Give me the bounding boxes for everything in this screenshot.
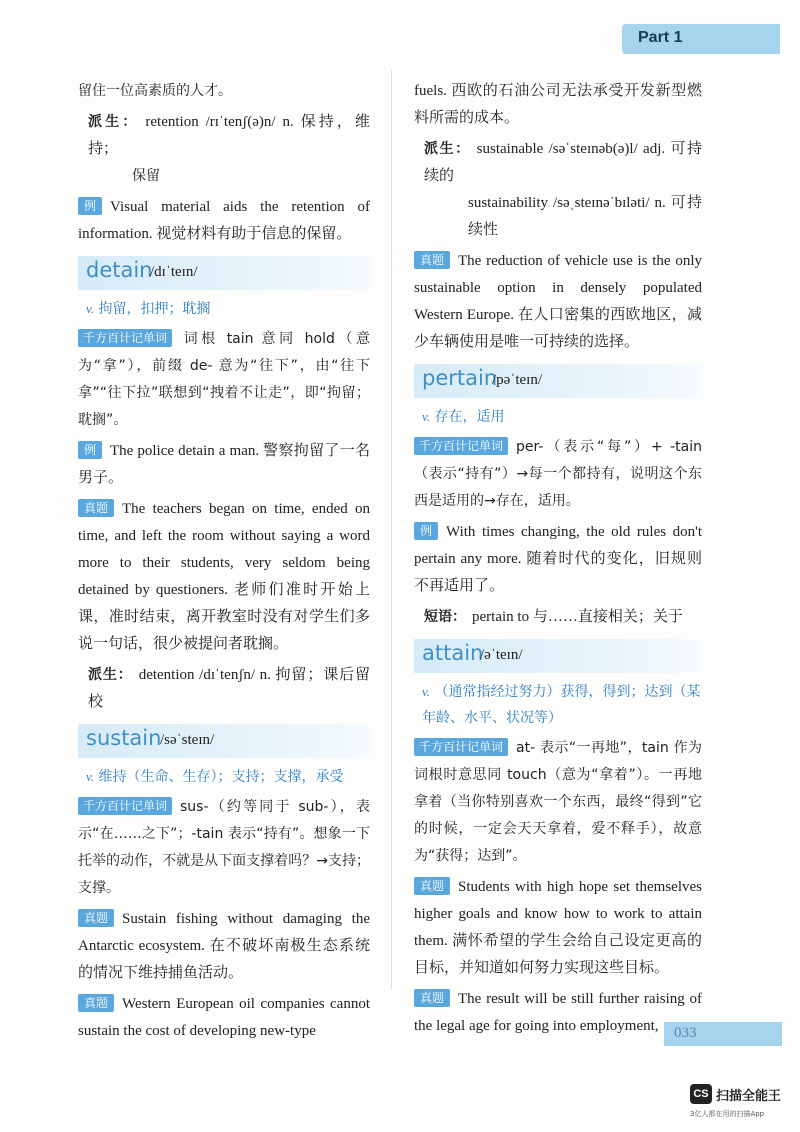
- continued-text: fuels. 西欧的石油公司无法承受开发新型燃料所需的成本。: [414, 83, 702, 126]
- headword-ipa: /səˈsteɪn/: [160, 732, 215, 748]
- memory-text: sus-（约等同于 sub-），表示“在……之下”；-tain 表示“持有”。想象一下托举的动作，不就是从下面支撑着吗？→支持；支撑。: [78, 799, 370, 896]
- memory-tag: 千方百计记单词: [414, 738, 508, 756]
- sustain-exam-1: [78, 906, 370, 987]
- memory-text: 词根 tain 意同 hold（意为“拿”），前缀 de- 意为“往下”，由“往下拿”“往下拉”联想到“拽着不让走”，即“拘留；耽搁”。: [78, 331, 370, 428]
- pertain-phrase: [414, 604, 702, 631]
- pertain-meaning: [414, 404, 702, 430]
- phrase-text: pertain to 与……直接相关；关于: [472, 609, 683, 625]
- detain-memory: [78, 326, 370, 434]
- meaning-text: 存在，适用: [434, 409, 505, 425]
- memory-text: per-（表示“每”）+ -tain（表示“持有”）→每一个都持有，说明这个东西是适用的→存在，适用。: [414, 439, 702, 509]
- meaning-text: 维持（生命、生存）；支持；支撑，承受: [98, 769, 344, 785]
- headword-text: sustain: [86, 726, 162, 750]
- retention-example-text: Visual material aids the retention of information. 视觉材料有助于信息的保留。: [78, 199, 370, 242]
- exam-tag: 真题: [78, 994, 114, 1012]
- sustain-derivative-1: [414, 136, 702, 190]
- pertain-memory: [414, 434, 702, 515]
- memory-tag: 千方百计记单词: [78, 797, 172, 815]
- attain-exam-2: [414, 986, 702, 1040]
- page-number: 033: [674, 1025, 697, 1041]
- phrase-label: 短语：: [424, 609, 466, 625]
- headword-sustain: [78, 724, 370, 758]
- sustain-meaning: [78, 764, 370, 790]
- camscanner-logo-icon: CS: [690, 1084, 712, 1104]
- pos-label: v.: [422, 684, 431, 699]
- sustain-exam-3: [414, 248, 702, 356]
- derivative-label: 派生：: [88, 667, 133, 683]
- pos-label: v.: [86, 769, 95, 784]
- pos-label: v.: [86, 301, 95, 316]
- memory-text: at- 表示“一再地”，tain 作为词根时意思同 touch（意为“拿着”）。一再地拿着（当你特别喜欢一个东西，最终“得到”它的时候，一定会天天拿着，爱不释手），故意为“获得；达到”。: [414, 740, 702, 864]
- exam-tag: 真题: [414, 251, 450, 269]
- exam-text: The result will be still further raising of the legal age for going into employment,: [414, 991, 702, 1034]
- attain-meaning: [414, 679, 702, 731]
- exam-tag: 真题: [78, 909, 114, 927]
- pos-label: v.: [422, 409, 431, 424]
- exam-text: Sustain fishing without damaging the Antarctic ecosystem. 在不破坏南极生态系统的情况下维持捕鱼活动。: [78, 911, 370, 981]
- headword-text: pertain: [422, 366, 498, 390]
- derivative-label: 派生：: [88, 114, 140, 130]
- example-text: With times changing, the old rules don't pertain any more. 随着时代的变化，旧规则不再适用了。: [414, 524, 702, 594]
- part-tab: [622, 24, 780, 54]
- retention-derivative-cont: 保留: [132, 168, 160, 184]
- derivative-text: detention /dɪˈtenʃn/ n. 拘留；课后留校: [88, 667, 371, 710]
- attain-exam-1: [414, 874, 702, 982]
- sustain-derivative-2: sustainability /səˌsteɪnəˈbɪləti/ n. 可持续性: [468, 195, 702, 238]
- column-divider: [391, 70, 392, 990]
- headword-ipa: /dɪˈteɪn/: [150, 264, 198, 280]
- retention-example: [78, 194, 370, 248]
- example-tag: 例: [414, 522, 438, 540]
- exam-text: Western European oil companies cannot sustain the cost of developing new-type: [78, 996, 370, 1039]
- part-label: Part 1: [638, 29, 683, 46]
- exam-text: Students with high hope set themselves higher goals and know how to work to attain them. 满怀希望的学生会给自己设定更高的目标，并知道如何努力实现这些目标。: [414, 879, 702, 976]
- headword-attain: [414, 639, 702, 673]
- sustain-memory: [78, 794, 370, 902]
- example-text: The police detain a man. 警察拘留了一名男子。: [78, 443, 370, 486]
- exam-tag: 真题: [414, 989, 450, 1007]
- exam-text: The reduction of vehicle use is the only sustainable option in densely populated Western Europe. 在人口密集的西欧地区，减少车辆使用是唯一可持续的选择。: [414, 253, 702, 350]
- detain-derivative: [78, 662, 370, 716]
- meaning-text: 拘留，扣押；耽搁: [98, 301, 211, 317]
- memory-tag: 千方百计记单词: [78, 329, 172, 347]
- detain-meaning: [78, 296, 370, 322]
- headword-ipa: /əˈteɪn/: [480, 647, 523, 663]
- example-tag: 例: [78, 197, 102, 215]
- detain-exam: [78, 496, 370, 658]
- headword-text: attain: [422, 641, 484, 665]
- exam-tag: 真题: [78, 499, 114, 517]
- watermark-name: 扫描全能王: [716, 1089, 782, 1104]
- exam-text: The teachers began on time, ended on time, and left the room without saying a word more to their students, very seldom being detained by questioners. 老师们准时开始上课，准时结束，离开教室时没有对学生们多说一句话，很少被提问者耽搁。: [78, 501, 370, 652]
- headword-ipa: /pəˈteɪn/: [492, 372, 542, 388]
- example-tag: 例: [78, 441, 102, 459]
- derivative-text: sustainable /səˈsteɪnəb(ə)l/ adj. 可持续的: [424, 141, 702, 184]
- sustain-exam-2: [78, 991, 370, 1045]
- exam-tag: 真题: [414, 877, 450, 895]
- right-column: [414, 78, 702, 1040]
- retention-derivative: [78, 109, 370, 163]
- headword-detain: [78, 256, 370, 290]
- pertain-example: [414, 519, 702, 600]
- retention-text: retention /rɪˈtenʃ(ə)n/ n. 保持，维持；: [88, 114, 370, 157]
- derivative-label: 派生：: [424, 141, 471, 157]
- headword-pertain: [414, 364, 702, 398]
- attain-memory: [414, 735, 702, 870]
- meaning-text: （通常指经过努力）获得，得到；达到（某年龄、水平、状况等）: [422, 684, 701, 726]
- left-column: [78, 78, 370, 1045]
- memory-tag: 千方百计记单词: [414, 437, 508, 455]
- page-number-tab: [664, 1022, 782, 1046]
- headword-text: detain: [86, 258, 153, 282]
- intro-text: 留住一位高素质的人才。: [78, 83, 232, 99]
- detain-example: [78, 438, 370, 492]
- watermark-subtitle: 3亿人都在用的扫描App: [690, 1110, 765, 1118]
